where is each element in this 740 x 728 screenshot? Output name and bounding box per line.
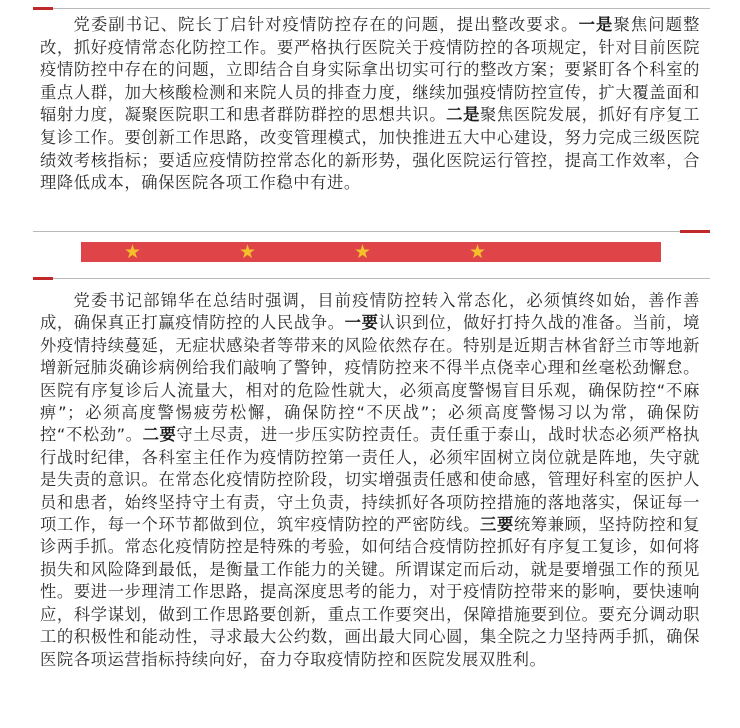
section-2-run: 认识到位，做好打持久战的准备。当前，境外疫情持续蔓延，无症状感染者等带来的风险依然存在。特别是近期吉林省舒兰市等地新增新冠肺炎确诊病例给我们敲响了警钟，疫情防控来不得半点侥幸心理和丝毫松劲懈怠。医院有序复诊后人流量大，相对的危险性就大，必须高度警惕盲目乐观，确保防控“不麻痹”；必须高度警惕疲劳松懈，确保防控“不厌战”；必须高度警惕习以为常，确保防控“不松劲”。 [40,313,701,445]
star-icon: ★ [239,241,257,263]
section-1-run: 聚焦医院发展，抓好有序复工复诊工作。要创新工作思路，改变管理模式，加快推进五大中心建设，努力完成三级医院绩效考核指标；要适应疫情防控常态化的新形势，强化医院运行管控，提高工作效率，合理降低成本，确保医院各项工作稳中有进。 [40,105,700,193]
section-2-corner-accent [33,277,53,280]
section-1-run: 党委副书记、院长丁启针对疫情防控存在的问题，提出整改要求。 [73,15,579,34]
section-1-top-border [33,8,710,9]
star-icon: ★ [469,241,487,263]
star-icon: ★ [124,241,142,263]
section-1-run-bold: 一是 [578,15,614,34]
decorative-divider-bar [81,242,661,262]
star-icon: ★ [354,241,372,263]
section-1-bottom-border [33,231,710,232]
section-1-run-bold: 二是 [446,105,481,125]
section-2-run-bold: 一要 [344,313,379,333]
section-2-run: 统筹兼顾，坚持防控和复诊两手抓。常态化疫情防控是特殊的考验，如何结合疫情防控抓好有序复工复诊，如何将损失和风险降到最低，是衡量工作能力的关键。所谓谋定而后动，就是要增强工作的预见性。要进一步理清工作思路，提高深度思考的能力，对于疫情防控带来的影响，要快速响应，科学谋划，做到工作思路要创新，重点工作要突出，保障措施要到位。要充分调动职工的积极性和能动性，寻求最大公约数，画出最大同心圆，集全院之力坚持两手抓，确保医院各项运营指标持续向好，奋力夺取疫情防控和医院发展双胜利。 [40,515,701,669]
section-1-corner-accent-bottom [680,230,710,233]
section-2-run: 党委书记部锦华在总结时强调，目前疫情防控转入常态化，必须慎终如始，善作善成，确保真正打赢疫情防控的人民战争。 [40,291,700,333]
section-1-run: 聚焦问题整改，抓好疫情常态化防控工作。要严格执行医院关于疫情防控的各项规定，针对目前医院疫情防控中存在的问题，立即结合自身实际拿出切实可行的整改方案；要紧盯各个科室的重点人群，加大核酸检测和来院人员的排查力度，继续加强疫情防控宣传，扩大覆盖面和辐射力度，凝聚医院职工和患者群防群控的思想共识。 [40,15,700,125]
section-1-paragraph [40,14,700,224]
section-2-run-bold: 三要 [480,515,514,535]
section-2-run-bold: 二要 [142,425,177,445]
section-2-top-border [33,278,710,279]
section-1-corner-accent [33,7,53,10]
section-2-paragraph [40,290,700,724]
section-2-run: 守土尽责，进一步压实防控责任。责任重于泰山，战时状态必须严格执行战时纪律，各科室主任作为疫情防控第一责任人，必须牢固树立岗位就是阵地，失守就是失责的意识。在常态化疫情防控阶段，切实增强责任感和使命感，管理好科室的医护人员和患者，始终坚持守土有责，守土负责，持续抓好各项防控措施的落地落实，保证每一项工作，每一个环节都做到位，筑牢疫情防控的严密防线。 [40,425,701,535]
